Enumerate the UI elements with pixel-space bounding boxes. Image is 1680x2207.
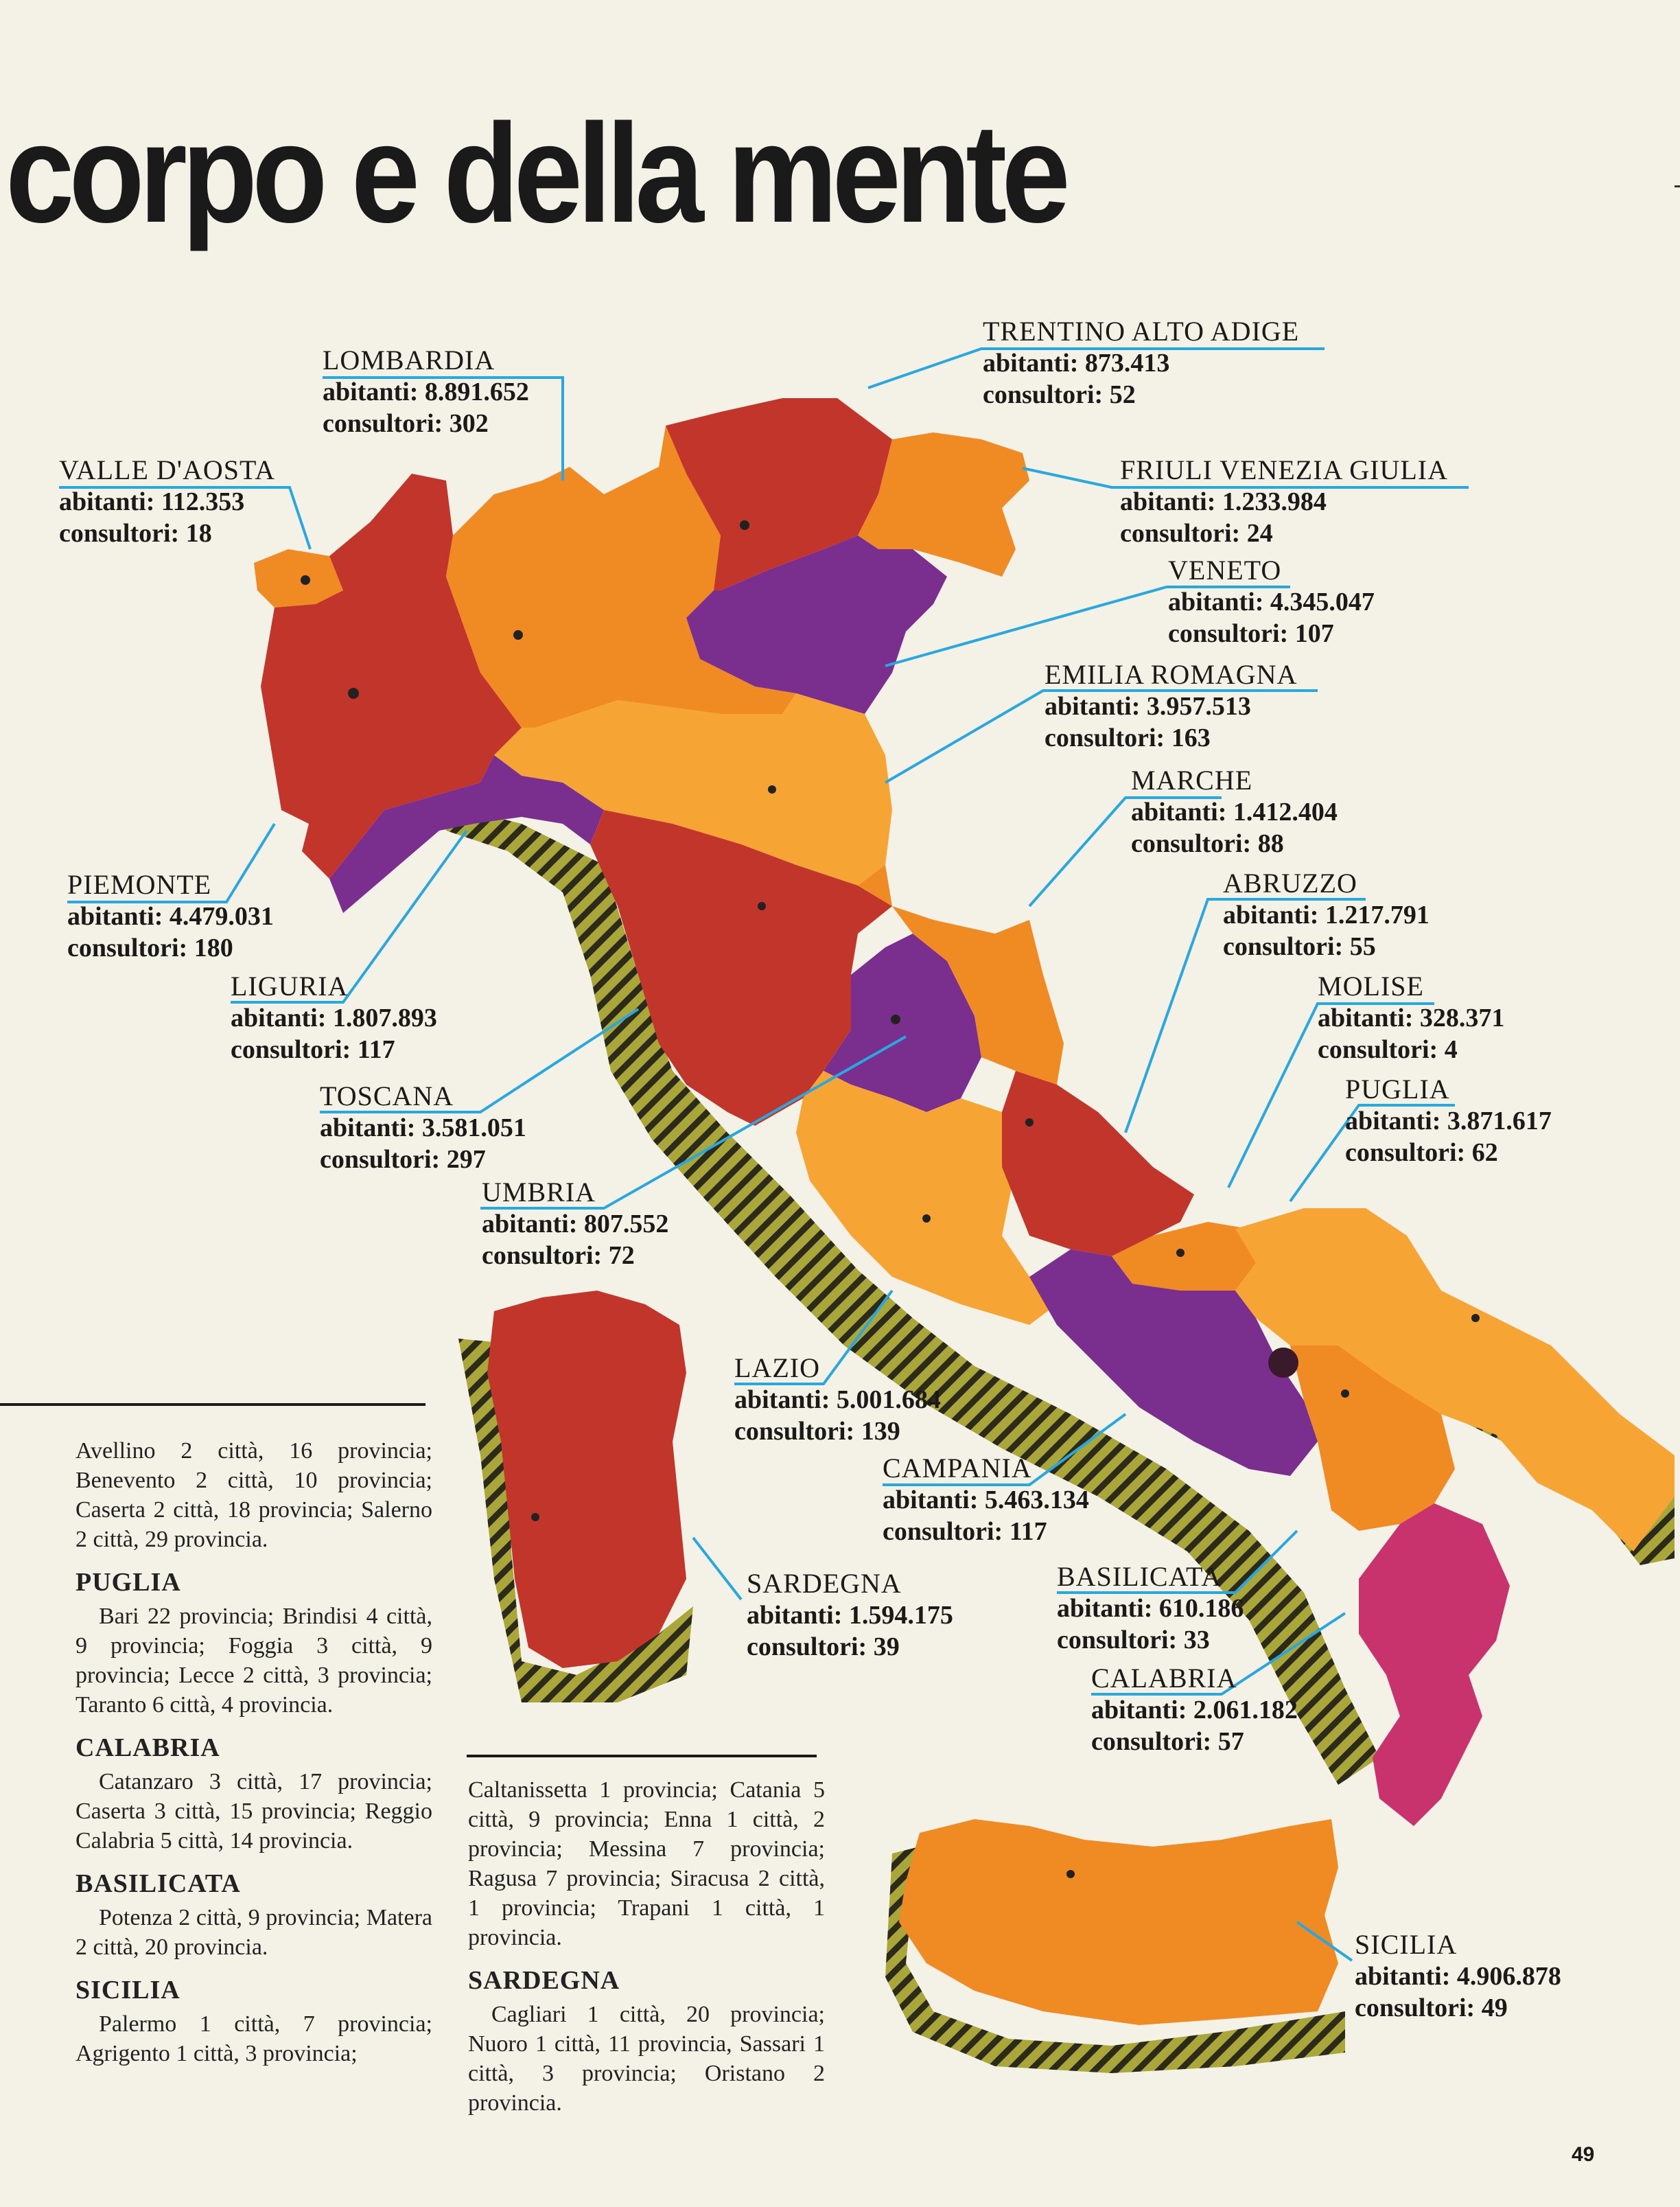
region-abitanti: abitanti: 3.957.513 bbox=[1045, 692, 1251, 721]
label-sicilia bbox=[1355, 1929, 1561, 2024]
region-consultori: consultori: 139 bbox=[734, 1417, 900, 1446]
capital-dot-napoli bbox=[1268, 1348, 1298, 1378]
region-consultori: consultori: 18 bbox=[59, 519, 212, 548]
region-consultori: consultori: 88 bbox=[1131, 829, 1284, 858]
capital-dot-cagliari bbox=[531, 1513, 539, 1521]
region-abitanti: abitanti: 5.001.684 bbox=[734, 1385, 941, 1414]
regions bbox=[254, 398, 1675, 2025]
section-heading: SICILIA bbox=[75, 1976, 180, 2004]
region-consultori: consultori: 163 bbox=[1045, 724, 1211, 752]
region-name: VALLE D'AOSTA bbox=[59, 454, 276, 485]
label-trentino-alto-adige bbox=[983, 316, 1299, 411]
section-text: Potenza 2 città, 9 provincia; Matera 2 città, 20 provincia. bbox=[75, 1905, 432, 1960]
label-friuli-venezia-giulia bbox=[1120, 454, 1448, 549]
region-abitanti: abitanti: 5.463.134 bbox=[883, 1486, 1089, 1514]
section-text: Cagliari 1 città, 20 provincia; Nuoro 1 città, 11 provincia, Sassari 1 città, 3 provincia; Oristano 2 provincia. bbox=[468, 2002, 825, 2116]
region-name: EMILIA ROMAGNA bbox=[1045, 659, 1298, 690]
leader-line-sardegna bbox=[693, 1538, 741, 1599]
headline: corpo e della mente bbox=[5, 95, 1065, 252]
region-consultori: consultori: 33 bbox=[1057, 1626, 1210, 1654]
capital-dot-potenza bbox=[1341, 1389, 1349, 1398]
region-name: MOLISE bbox=[1318, 971, 1424, 1002]
region-name: TOSCANA bbox=[320, 1081, 454, 1111]
region-name: LIGURIA bbox=[231, 971, 349, 1002]
capital-dot-milano bbox=[513, 630, 523, 640]
region-calabria bbox=[1359, 1503, 1510, 1826]
label-emilia-romagna bbox=[1045, 659, 1297, 754]
region-name: CALABRIA bbox=[1091, 1663, 1237, 1694]
label-liguria bbox=[231, 971, 437, 1065]
region-abitanti: abitanti: 807.552 bbox=[482, 1210, 669, 1238]
region-abitanti: abitanti: 4.906.878 bbox=[1355, 1962, 1561, 1991]
region-consultori: consultori: 302 bbox=[323, 409, 489, 438]
region-name: LAZIO bbox=[734, 1352, 820, 1383]
region-sardegna bbox=[487, 1291, 686, 1668]
region-abitanti: abitanti: 2.061.182 bbox=[1091, 1696, 1298, 1724]
capital-dot-bologna bbox=[768, 785, 776, 794]
capital-dot-campobasso bbox=[1176, 1249, 1185, 1257]
region-abitanti: abitanti: 1.233.984 bbox=[1120, 487, 1327, 516]
label-abruzzo bbox=[1223, 868, 1430, 962]
region-abitanti: abitanti: 3.581.051 bbox=[320, 1113, 526, 1142]
region-name: MARCHE bbox=[1131, 765, 1253, 796]
region-consultori: consultori: 107 bbox=[1168, 619, 1334, 648]
region-name: SICILIA bbox=[1355, 1929, 1458, 1960]
region-abitanti: abitanti: 4.479.031 bbox=[67, 902, 274, 931]
region-consultori: consultori: 117 bbox=[231, 1035, 395, 1064]
label-molise bbox=[1318, 971, 1504, 1065]
section-text: Catanzaro 3 città, 17 provincia; Caserta 3 città, 15 provincia; Reggio Calabria 5 città, 14 provincia. bbox=[75, 1769, 432, 1853]
region-consultori: consultori: 117 bbox=[883, 1517, 1047, 1546]
label-lombardia bbox=[323, 345, 529, 439]
column-left-rule bbox=[0, 1403, 425, 1406]
region-consultori: consultori: 49 bbox=[1355, 1994, 1508, 2022]
region-name: BASILICATA bbox=[1057, 1561, 1222, 1592]
region-consultori: consultori: 72 bbox=[482, 1241, 635, 1270]
region-consultori: consultori: 52 bbox=[983, 380, 1136, 409]
region-abitanti: abitanti: 1.594.175 bbox=[747, 1601, 953, 1630]
region-consultori: consultori: 55 bbox=[1223, 932, 1376, 961]
label-marche bbox=[1131, 765, 1338, 859]
region-sicilia bbox=[899, 1819, 1338, 2025]
label-puglia bbox=[1345, 1074, 1552, 1168]
capital-dot-firenze bbox=[758, 902, 766, 910]
region-name: SARDEGNA bbox=[747, 1568, 902, 1599]
region-name: FRIULI VENEZIA GIULIA bbox=[1120, 454, 1448, 485]
region-name: PIEMONTE bbox=[67, 869, 212, 900]
region-consultori: consultori: 297 bbox=[320, 1145, 486, 1174]
capital-dot-aosta bbox=[301, 575, 310, 585]
capital-dot-trento bbox=[740, 520, 749, 530]
label-lazio bbox=[734, 1352, 941, 1447]
capital-dot-perugia bbox=[891, 1015, 900, 1024]
region-abitanti: abitanti: 1.217.791 bbox=[1223, 901, 1430, 929]
page-number: 49 bbox=[1572, 2143, 1595, 2166]
capital-dot-torino bbox=[348, 688, 359, 699]
label-sardegna bbox=[747, 1568, 953, 1663]
label-calabria bbox=[1091, 1663, 1298, 1757]
region-name: TRENTINO ALTO ADIGE bbox=[983, 316, 1300, 347]
region-consultori: consultori: 180 bbox=[67, 934, 233, 962]
region-consultori: consultori: 62 bbox=[1345, 1138, 1498, 1167]
region-abitanti: abitanti: 873.413 bbox=[983, 349, 1170, 378]
capital-dot-roma bbox=[922, 1214, 931, 1223]
region-abitanti: abitanti: 610.186 bbox=[1057, 1594, 1244, 1623]
section-heading: BASILICATA bbox=[75, 1869, 241, 1898]
region-abitanti: abitanti: 1.412.404 bbox=[1131, 798, 1338, 827]
label-campania bbox=[883, 1453, 1089, 1547]
region-name: VENETO bbox=[1168, 555, 1282, 586]
region-abitanti: abitanti: 8.891.652 bbox=[323, 378, 529, 406]
region-name: CAMPANIA bbox=[883, 1453, 1032, 1483]
region-abitanti: abitanti: 112.353 bbox=[59, 487, 245, 516]
region-abitanti: abitanti: 328.371 bbox=[1318, 1004, 1505, 1032]
column-left bbox=[75, 1436, 432, 2068]
region-consultori: consultori: 39 bbox=[747, 1632, 900, 1661]
region-abruzzo bbox=[1002, 1071, 1194, 1256]
region-consultori: consultori: 24 bbox=[1120, 519, 1273, 548]
capital-dot-pescara bbox=[1029, 1125, 1030, 1126]
region-consultori: consultori: 4 bbox=[1318, 1035, 1458, 1064]
label-umbria bbox=[482, 1177, 668, 1271]
column-right-rule bbox=[467, 1755, 817, 1757]
section-text: Palermo 1 città, 7 provincia; Agrigento 1 città, 3 provincia; bbox=[75, 2011, 432, 2066]
region-consultori: consultori: 57 bbox=[1091, 1727, 1244, 1756]
label-piemonte bbox=[67, 869, 274, 964]
region-name: UMBRIA bbox=[482, 1177, 596, 1208]
column-left-intro: Avellino 2 città, 16 provincia; Benevento 2 città, 10 provincia; Caserta 2 città, 18 provincia; Salerno 2 città, 29 provincia. bbox=[75, 1438, 432, 1552]
label-veneto bbox=[1168, 555, 1375, 649]
region-abitanti: abitanti: 4.345.047 bbox=[1168, 588, 1375, 616]
region-name: ABRUZZO bbox=[1223, 868, 1357, 899]
region-name: LOMBARDIA bbox=[323, 345, 495, 375]
section-heading: SARDEGNA bbox=[468, 1966, 620, 1995]
column-right bbox=[468, 1775, 825, 2118]
column-right-intro: Caltanissetta 1 provincia; Catania 5 città, 9 provincia; Enna 1 città, 2 provincia; Messina 7 provincia; Ragusa 7 provincia; Siracusa 2 città, 1 provincia; Trapani 1 città, 1 provincia. bbox=[468, 1777, 825, 1950]
capital-dot-bari bbox=[1471, 1314, 1480, 1322]
region-abitanti: abitanti: 1.807.893 bbox=[231, 1004, 437, 1032]
label-basilicata bbox=[1057, 1561, 1244, 1656]
label-toscana bbox=[320, 1081, 526, 1175]
section-heading: PUGLIA bbox=[75, 1568, 181, 1597]
section-heading: CALABRIA bbox=[75, 1733, 220, 1762]
region-abitanti: abitanti: 3.871.617 bbox=[1345, 1107, 1552, 1135]
section-text: Bari 22 provincia; Brindisi 4 città, 9 provincia; Foggia 3 città, 9 provincia; Lecce 2 città, 3 provincia; Taranto 6 città, 4 provincia. bbox=[75, 1604, 432, 1718]
capital-dot-palermo bbox=[1066, 1870, 1075, 1878]
label-valle-daosta bbox=[59, 454, 275, 549]
region-name: PUGLIA bbox=[1345, 1074, 1450, 1105]
